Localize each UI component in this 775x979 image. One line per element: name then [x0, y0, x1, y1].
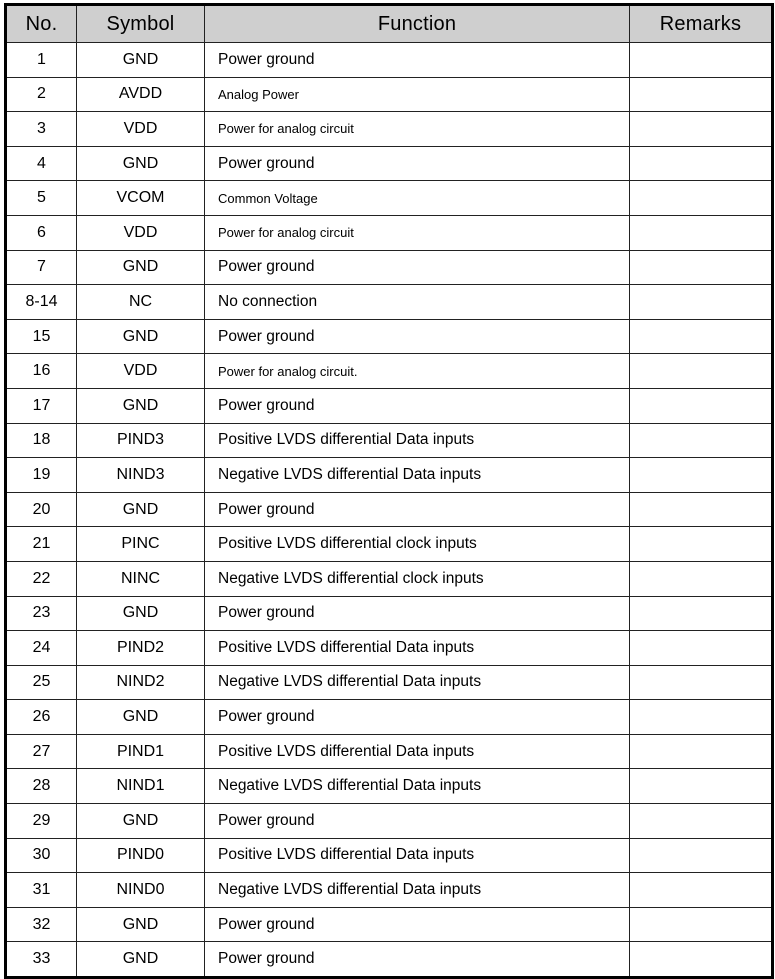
cell-pin-number: 32 [6, 907, 77, 942]
table-row [6, 700, 773, 735]
cell-symbol: NIND0 [77, 873, 205, 908]
table-row [6, 596, 773, 631]
table-row [6, 285, 773, 320]
column-header-remarks: Remarks [630, 5, 773, 43]
table-body [6, 43, 773, 978]
cell-symbol: VDD [77, 215, 205, 250]
cell-symbol: NC [77, 285, 205, 320]
cell-remarks [630, 319, 773, 354]
table-header [6, 5, 773, 43]
cell-pin-number: 33 [6, 942, 77, 978]
cell-pin-number: 16 [6, 354, 77, 389]
cell-pin-number: 19 [6, 458, 77, 493]
column-header-symbol: Symbol [77, 5, 205, 43]
cell-remarks [630, 112, 773, 147]
cell-pin-number: 29 [6, 804, 77, 839]
cell-pin-number: 31 [6, 873, 77, 908]
table-row [6, 631, 773, 666]
cell-pin-number: 30 [6, 838, 77, 873]
cell-function: Power for analog circuit. [205, 354, 630, 389]
cell-function: Power for analog circuit [205, 112, 630, 147]
cell-function: Common Voltage [205, 181, 630, 216]
table-row [6, 77, 773, 112]
table-row [6, 804, 773, 839]
cell-symbol: NIND1 [77, 769, 205, 804]
cell-remarks [630, 215, 773, 250]
cell-pin-number: 6 [6, 215, 77, 250]
cell-function: No connection [205, 285, 630, 320]
table-row [6, 388, 773, 423]
cell-remarks [630, 181, 773, 216]
cell-function: Positive LVDS differential Data inputs [205, 631, 630, 666]
table-row [6, 181, 773, 216]
table-row [6, 665, 773, 700]
cell-remarks [630, 907, 773, 942]
cell-function: Power ground [205, 700, 630, 735]
cell-pin-number: 27 [6, 734, 77, 769]
cell-function: Power ground [205, 492, 630, 527]
cell-remarks [630, 354, 773, 389]
cell-pin-number: 4 [6, 146, 77, 181]
cell-function: Negative LVDS differential Data inputs [205, 769, 630, 804]
cell-symbol: GND [77, 388, 205, 423]
cell-remarks [630, 769, 773, 804]
cell-pin-number: 25 [6, 665, 77, 700]
cell-symbol: PIND0 [77, 838, 205, 873]
table-row [6, 423, 773, 458]
cell-symbol: PIND3 [77, 423, 205, 458]
cell-remarks [630, 596, 773, 631]
cell-function: Power ground [205, 146, 630, 181]
cell-symbol: GND [77, 146, 205, 181]
cell-remarks [630, 388, 773, 423]
cell-remarks [630, 527, 773, 562]
cell-function: Power ground [205, 250, 630, 285]
cell-remarks [630, 700, 773, 735]
table-row [6, 907, 773, 942]
cell-function: Positive LVDS differential Data inputs [205, 838, 630, 873]
cell-pin-number: 5 [6, 181, 77, 216]
table-row [6, 942, 773, 978]
cell-symbol: VDD [77, 354, 205, 389]
cell-symbol: VDD [77, 112, 205, 147]
cell-function: Negative LVDS differential Data inputs [205, 873, 630, 908]
cell-remarks [630, 250, 773, 285]
cell-remarks [630, 77, 773, 112]
cell-function: Positive LVDS differential Data inputs [205, 423, 630, 458]
cell-pin-number: 24 [6, 631, 77, 666]
table-row [6, 769, 773, 804]
cell-pin-number: 26 [6, 700, 77, 735]
cell-function: Negative LVDS differential Data inputs [205, 665, 630, 700]
cell-symbol: GND [77, 942, 205, 978]
cell-remarks [630, 492, 773, 527]
table-row [6, 458, 773, 493]
table-row [6, 319, 773, 354]
cell-symbol: GND [77, 804, 205, 839]
cell-pin-number: 18 [6, 423, 77, 458]
cell-pin-number: 2 [6, 77, 77, 112]
column-header-function: Function [205, 5, 630, 43]
table-row [6, 112, 773, 147]
table-header-row [6, 5, 773, 43]
cell-function: Power ground [205, 43, 630, 78]
cell-symbol: GND [77, 596, 205, 631]
cell-pin-number: 3 [6, 112, 77, 147]
table-row [6, 354, 773, 389]
cell-symbol: VCOM [77, 181, 205, 216]
cell-remarks [630, 804, 773, 839]
cell-remarks [630, 285, 773, 320]
cell-pin-number: 20 [6, 492, 77, 527]
cell-pin-number: 8-14 [6, 285, 77, 320]
table-row [6, 561, 773, 596]
pin-description-table [4, 3, 774, 979]
column-header-no: No. [6, 5, 77, 43]
cell-remarks [630, 631, 773, 666]
table-row [6, 250, 773, 285]
cell-symbol: GND [77, 43, 205, 78]
cell-remarks [630, 734, 773, 769]
cell-remarks [630, 873, 773, 908]
cell-symbol: NINC [77, 561, 205, 596]
cell-function: Negative LVDS differential Data inputs [205, 458, 630, 493]
cell-symbol: NIND3 [77, 458, 205, 493]
table-row [6, 146, 773, 181]
cell-function: Power ground [205, 942, 630, 978]
cell-function: Power ground [205, 804, 630, 839]
table-row [6, 838, 773, 873]
cell-symbol: AVDD [77, 77, 205, 112]
cell-function: Analog Power [205, 77, 630, 112]
cell-remarks [630, 665, 773, 700]
cell-function: Positive LVDS differential clock inputs [205, 527, 630, 562]
cell-remarks [630, 561, 773, 596]
cell-remarks [630, 423, 773, 458]
table-row [6, 527, 773, 562]
cell-pin-number: 17 [6, 388, 77, 423]
cell-symbol: GND [77, 250, 205, 285]
cell-remarks [630, 43, 773, 78]
cell-symbol: NIND2 [77, 665, 205, 700]
cell-symbol: PIND1 [77, 734, 205, 769]
cell-pin-number: 28 [6, 769, 77, 804]
cell-remarks [630, 458, 773, 493]
cell-function: Power for analog circuit [205, 215, 630, 250]
cell-remarks [630, 942, 773, 978]
cell-function: Power ground [205, 596, 630, 631]
table-row [6, 43, 773, 78]
cell-symbol: PIND2 [77, 631, 205, 666]
cell-symbol: GND [77, 492, 205, 527]
cell-pin-number: 15 [6, 319, 77, 354]
cell-symbol: PINC [77, 527, 205, 562]
cell-pin-number: 21 [6, 527, 77, 562]
table-row [6, 873, 773, 908]
cell-pin-number: 7 [6, 250, 77, 285]
table-row [6, 734, 773, 769]
cell-function: Power ground [205, 388, 630, 423]
table-row [6, 492, 773, 527]
cell-function: Power ground [205, 319, 630, 354]
cell-function: Positive LVDS differential Data inputs [205, 734, 630, 769]
cell-function: Negative LVDS differential clock inputs [205, 561, 630, 596]
cell-pin-number: 23 [6, 596, 77, 631]
cell-pin-number: 1 [6, 43, 77, 78]
cell-symbol: GND [77, 319, 205, 354]
table-row [6, 215, 773, 250]
cell-function: Power ground [205, 907, 630, 942]
cell-pin-number: 22 [6, 561, 77, 596]
cell-symbol: GND [77, 907, 205, 942]
cell-symbol: GND [77, 700, 205, 735]
cell-remarks [630, 838, 773, 873]
cell-remarks [630, 146, 773, 181]
